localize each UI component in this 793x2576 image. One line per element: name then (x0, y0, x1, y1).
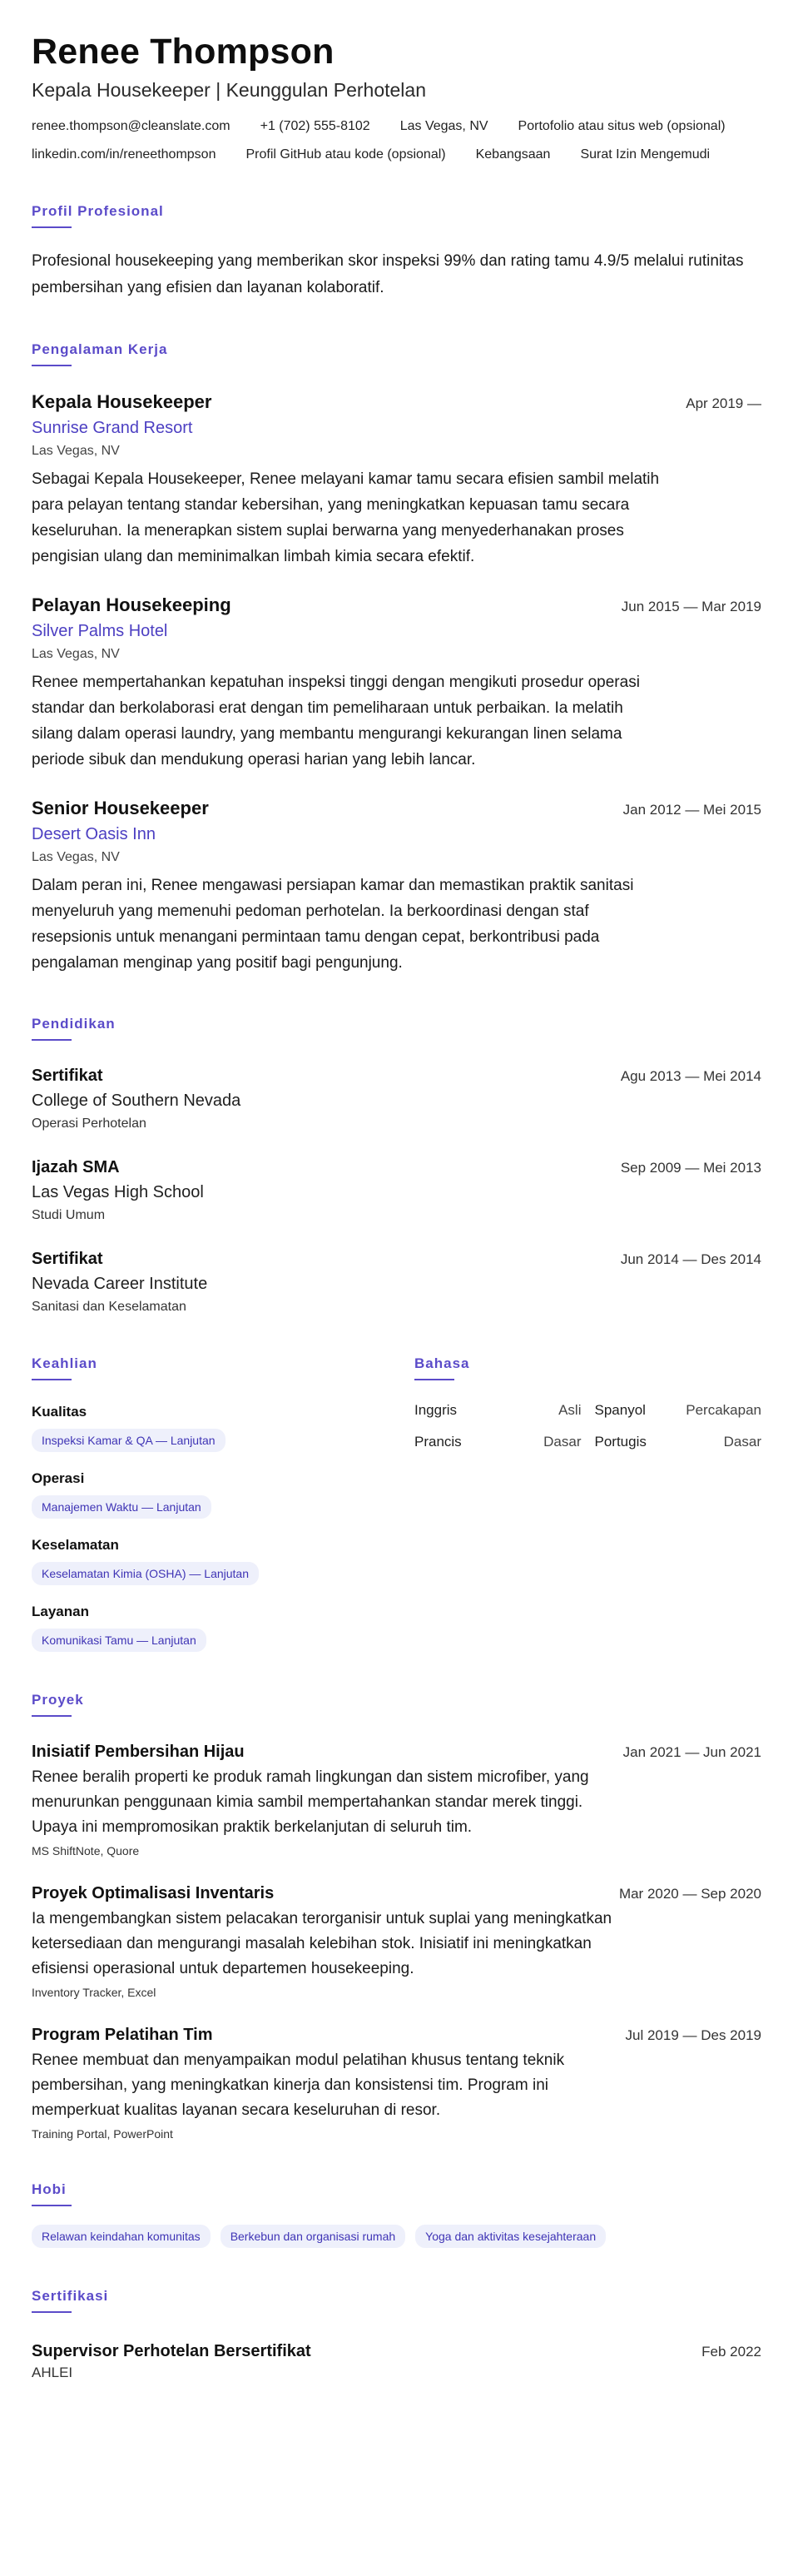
section-divider (32, 1379, 72, 1380)
language-item (414, 1434, 582, 1450)
skill-group (32, 1604, 389, 1652)
contact-github[interactable]: Profil GitHub atau kode (opsional) (245, 147, 446, 162)
education-section (32, 1016, 761, 1315)
section-heading: Profil Profesional (32, 202, 164, 219)
section-heading: Pendidikan (32, 1015, 116, 1032)
job-location: Las Vegas, NV (32, 646, 120, 661)
job-entry (32, 594, 761, 773)
project-title: Proyek Optimalisasi Inventaris (32, 1883, 275, 1902)
skill-category: Keselamatan (32, 1536, 119, 1553)
education-school: College of Southern Nevada (32, 1091, 241, 1110)
education-entry (32, 1249, 761, 1315)
job-description: Dalam peran ini, Renee mengawasi persiapan kamar dan memastikan praktik sanitasi menyeluruh yang memenuhi pedoman perhotelan. Ia berkoordinasi dengan staf resepsionis untuk menangani permintaan tamu dengan cepat, berkontribusi pada pengalaman menginap yang positif bagi pengunjung. (32, 876, 634, 972)
section-heading: Keahlian (32, 1355, 97, 1371)
project-title: Inisiatif Pembersihan Hijau (32, 1742, 245, 1761)
skill-category: Layanan (32, 1603, 89, 1619)
language-name: Portugis (594, 1433, 647, 1450)
education-field: Sanitasi dan Keselamatan (32, 1299, 186, 1314)
section-heading: Sertifikasi (32, 2287, 109, 2304)
project-tools: MS ShiftNote, Quore (32, 1843, 140, 1857)
skill-chip: Komunikasi Tamu — Lanjutan (32, 1629, 206, 1652)
language-item (595, 1402, 762, 1419)
profile-section (32, 203, 761, 301)
project-date: Jan 2021 — Jun 2021 (622, 1743, 761, 1760)
project-entry (32, 1883, 761, 2000)
contact-portfolio[interactable]: Portofolio atau situs web (opsional) (518, 118, 726, 133)
hobby-chip: Berkebun dan organisasi rumah (221, 2225, 405, 2248)
contact-linkedin[interactable]: linkedin.com/in/reneethompson (32, 147, 216, 162)
education-date: Agu 2013 — Mei 2014 (620, 1067, 761, 1084)
education-degree: Sertifikat (32, 1066, 103, 1085)
project-date: Mar 2020 — Sep 2020 (618, 1885, 761, 1902)
project-description: Ia mengembangkan sistem pelacakan terorganisir untuk suplai yang meningkatkan ketersediaan dan mengurangi masalah kelebihan stok. Inisiatif ini meningkatkan efisiensi operasional untuk departemen housekeeping. (32, 1909, 612, 1977)
hobbies-section (32, 2181, 761, 2248)
project-entry (32, 2025, 761, 2141)
job-date: Apr 2019 — (686, 395, 761, 411)
project-tools: Training Portal, PowerPoint (32, 2126, 173, 2141)
job-company: Desert Oasis Inn (32, 824, 156, 843)
language-name: Inggris (414, 1401, 458, 1418)
language-level: Percakapan (686, 1401, 761, 1418)
skill-chip: Manajemen Waktu — Lanjutan (32, 1495, 211, 1519)
section-heading: Proyek (32, 1691, 84, 1708)
experience-section (32, 341, 761, 976)
candidate-title: Kepala Housekeeper | Keunggulan Perhotelan (32, 79, 426, 102)
section-divider (32, 2311, 72, 2313)
section-heading: Pengalaman Kerja (32, 341, 168, 357)
certification-date: Feb 2022 (701, 2343, 761, 2360)
hobby-chip: Yoga dan aktivitas kesejahteraan (415, 2225, 606, 2248)
certification-issuer: AHLEI (32, 2364, 73, 2380)
job-title: Senior Housekeeper (32, 797, 209, 818)
languages-section (414, 1355, 761, 1652)
skill-chip: Inspeksi Kamar & QA — Lanjutan (32, 1429, 226, 1452)
contact-list (32, 118, 761, 163)
contact-location: Las Vegas, NV (399, 118, 488, 133)
skill-category: Operasi (32, 1470, 85, 1486)
resume-header (32, 32, 761, 163)
section-divider (414, 1379, 454, 1380)
skill-group (32, 1404, 389, 1452)
language-name: Spanyol (594, 1401, 646, 1418)
language-level: Dasar (543, 1433, 582, 1450)
job-date: Jan 2012 — Mei 2015 (622, 801, 761, 818)
project-entry (32, 1742, 761, 1858)
certifications-section (32, 2288, 761, 2381)
job-entry (32, 798, 761, 976)
contact-phone[interactable]: +1 (702) 555-8102 (260, 118, 370, 133)
project-date: Jul 2019 — Des 2019 (625, 2026, 761, 2043)
skills-section (32, 1355, 389, 1652)
language-name: Prancis (414, 1433, 462, 1450)
language-level: Dasar (723, 1433, 761, 1450)
education-entry (32, 1157, 761, 1224)
job-location: Las Vegas, NV (32, 849, 120, 864)
education-school: Las Vegas High School (32, 1182, 204, 1201)
job-description: Renee mempertahankan kepatuhan inspeksi tinggi dengan mengikuti prosedur operasi standar dan berkolaborasi erat dengan tim pemeliharaan untuk perbaikan. Ia melatih silang dalam operasi laundry, yang membantu mengurangi kekurangan linen selama periode sibuk dan mendukung operasi harian yang lebih lancar. (32, 673, 640, 768)
contact-license: Surat Izin Mengemudi (580, 147, 711, 162)
certification-entry (32, 2341, 761, 2381)
hobby-chip: Relawan keindahan komunitas (32, 2225, 211, 2248)
education-school: Nevada Career Institute (32, 1274, 208, 1293)
candidate-name: Renee Thompson (32, 32, 335, 72)
education-degree: Ijazah SMA (32, 1157, 120, 1176)
job-company: Sunrise Grand Resort (32, 418, 193, 437)
job-location: Las Vegas, NV (32, 443, 120, 458)
language-level: Asli (558, 1401, 582, 1418)
job-date: Jun 2015 — Mar 2019 (621, 598, 761, 614)
project-title: Program Pelatihan Tim (32, 2025, 213, 2044)
skill-chip: Keselamatan Kimia (OSHA) — Lanjutan (32, 1562, 259, 1585)
projects-section (32, 1692, 761, 2141)
education-entry (32, 1066, 761, 1132)
project-description: Renee membuat dan menyampaikan modul pelatihan khusus tentang teknik pembersihan, yang meningkatkan kinerja dan konsistensi tim. Program ini memperkuat kualitas layanan secara keseluruhan di resor. (32, 2051, 565, 2119)
education-field: Studi Umum (32, 1207, 106, 1222)
skill-group (32, 1537, 389, 1585)
education-field: Operasi Perhotelan (32, 1116, 146, 1131)
job-title: Kepala Housekeeper (32, 390, 212, 412)
education-degree: Sertifikat (32, 1249, 103, 1268)
profile-summary: Profesional housekeeping yang memberikan skor inspeksi 99% dan rating tamu 4.9/5 melalui rutinitas pembersihan yang efisien dan layanan kolaboratif. (32, 251, 744, 296)
job-title: Pelayan Housekeeping (32, 594, 231, 615)
job-company: Silver Palms Hotel (32, 621, 168, 640)
project-description: Renee beralih properti ke produk ramah lingkungan dan sistem microfiber, yang menurunkan penggunaan kimia sambil mempertahankan standar merek tinggi. Upaya ini mempromosikan praktik berkelanjutan di seluruh tim. (32, 1768, 589, 1836)
project-tools: Inventory Tracker, Excel (32, 1985, 156, 1999)
skills-languages-row (32, 1355, 761, 1652)
job-entry (32, 391, 761, 569)
contact-email[interactable]: renee.thompson@cleanslate.com (32, 118, 230, 133)
section-divider (32, 1039, 72, 1041)
education-date: Sep 2009 — Mei 2013 (620, 1159, 761, 1176)
section-divider (32, 2205, 72, 2206)
skill-group (32, 1470, 389, 1519)
certification-name: Supervisor Perhotelan Bersertifikat (32, 2341, 311, 2360)
hobby-list (32, 2225, 761, 2248)
section-heading: Hobi (32, 2181, 67, 2197)
skill-category: Kualitas (32, 1403, 87, 1420)
section-divider (32, 365, 72, 366)
contact-nationality: Kebangsaan (475, 147, 551, 162)
section-divider (32, 226, 72, 228)
section-divider (32, 1715, 72, 1717)
language-item (414, 1402, 582, 1419)
language-item (595, 1434, 762, 1450)
education-date: Jun 2014 — Des 2014 (620, 1251, 761, 1267)
section-heading: Bahasa (414, 1355, 470, 1371)
language-list (414, 1402, 761, 1450)
job-description: Sebagai Kepala Housekeeper, Renee melayani kamar tamu secara efisien sambil melatih para pelayan tentang standar kebersihan, yang meningkatkan kepuasan tamu secara keseluruhan. Ia menerapkan sistem suplai berwarna yang menyederhanakan proses pengisian ulang dan meminimalkan limbah kimia secara efektif. (32, 470, 660, 565)
